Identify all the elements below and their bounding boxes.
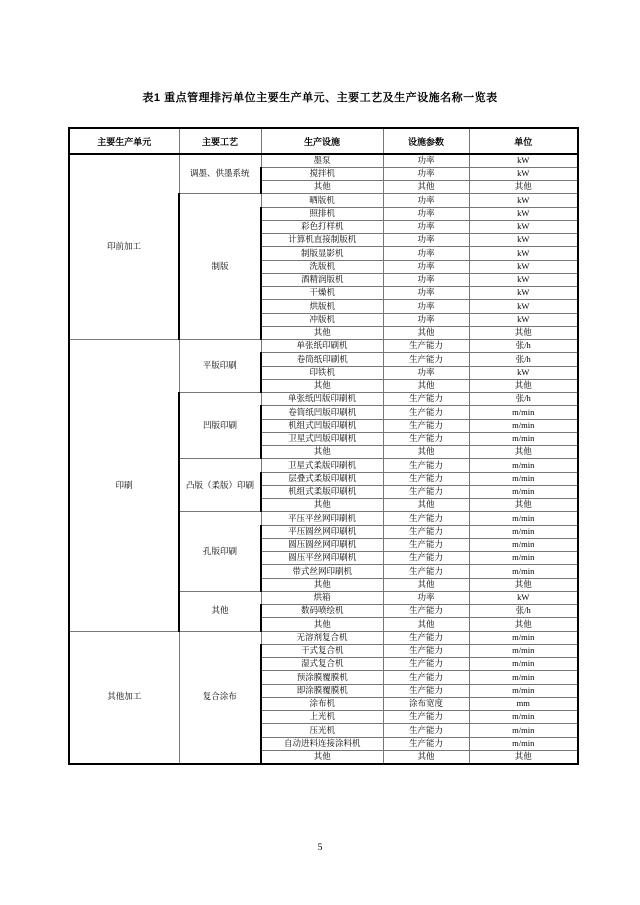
cell-param: 生产能力 <box>383 353 469 366</box>
header-param: 设施参数 <box>383 128 469 154</box>
cell-param: 其他 <box>383 326 469 339</box>
cell-measure: 张/h <box>469 340 578 353</box>
cell-measure: m/min <box>469 737 578 750</box>
cell-param: 生产能力 <box>383 432 469 445</box>
cell-measure: 张/h <box>469 605 578 618</box>
cell-measure: m/min <box>469 711 578 724</box>
cell-facility: 单张纸印刷机 <box>261 340 383 353</box>
cell-facility: 压光机 <box>261 724 383 737</box>
cell-facility: 其他 <box>261 181 383 194</box>
cell-facility: 制版显影机 <box>261 247 383 260</box>
cell-process: 平版印刷 <box>179 340 261 393</box>
cell-process: 复合涂布 <box>179 631 261 764</box>
cell-param: 其他 <box>383 618 469 631</box>
cell-param: 生产能力 <box>383 552 469 565</box>
cell-measure: kW <box>469 313 578 326</box>
cell-param: 功率 <box>383 220 469 233</box>
cell-measure: 其他 <box>469 379 578 392</box>
cell-param: 生产能力 <box>383 512 469 525</box>
cell-measure: 其他 <box>469 499 578 512</box>
cell-param: 生产能力 <box>383 605 469 618</box>
cell-main-unit: 其他加工 <box>69 631 179 764</box>
cell-facility: 上光机 <box>261 711 383 724</box>
cell-measure: 其他 <box>469 618 578 631</box>
cell-measure: 其他 <box>469 578 578 591</box>
cell-facility: 酒精润版机 <box>261 273 383 286</box>
cell-facility: 卷筒纸印刷机 <box>261 353 383 366</box>
cell-facility: 湿式复合机 <box>261 658 383 671</box>
cell-facility: 机组式柔版印刷机 <box>261 485 383 498</box>
header-measure: 单位 <box>469 128 578 154</box>
cell-measure: kW <box>469 167 578 180</box>
cell-main-unit: 印刷 <box>69 340 179 632</box>
cell-measure: kW <box>469 220 578 233</box>
cell-facility: 预涂膜覆膜机 <box>261 671 383 684</box>
cell-param: 生产能力 <box>383 711 469 724</box>
cell-facility: 涂布机 <box>261 697 383 710</box>
cell-process: 凸版（柔版）印刷 <box>179 459 261 512</box>
cell-measure: m/min <box>469 432 578 445</box>
cell-param: 其他 <box>383 578 469 591</box>
cell-measure: 张/h <box>469 353 578 366</box>
cell-measure: m/min <box>469 565 578 578</box>
cell-param: 生产能力 <box>383 419 469 432</box>
cell-facility: 带式丝网印刷机 <box>261 565 383 578</box>
cell-measure: kW <box>469 247 578 260</box>
cell-param: 生产能力 <box>383 684 469 697</box>
cell-param: 生产能力 <box>383 525 469 538</box>
cell-facility: 印铁机 <box>261 366 383 379</box>
cell-facility: 卫星式柔版印刷机 <box>261 459 383 472</box>
cell-param: 功率 <box>383 207 469 220</box>
cell-param: 功率 <box>383 247 469 260</box>
cell-param: 其他 <box>383 750 469 763</box>
cell-param: 功率 <box>383 300 469 313</box>
page-number: 5 <box>317 843 323 853</box>
cell-param: 涂布宽度 <box>383 697 469 710</box>
cell-param: 生产能力 <box>383 459 469 472</box>
cell-facility: 数码喷绘机 <box>261 605 383 618</box>
cell-param: 其他 <box>383 379 469 392</box>
cell-measure: kW <box>469 207 578 220</box>
cell-facility: 无溶剂复合机 <box>261 631 383 644</box>
cell-param: 生产能力 <box>383 737 469 750</box>
table-row <box>69 340 578 353</box>
cell-facility: 烘箱 <box>261 591 383 604</box>
cell-measure: 张/h <box>469 393 578 406</box>
cell-param: 生产能力 <box>383 631 469 644</box>
cell-param: 其他 <box>383 446 469 459</box>
cell-measure: kW <box>469 194 578 207</box>
cell-param: 生产能力 <box>383 658 469 671</box>
cell-facility: 晒版机 <box>261 194 383 207</box>
cell-facility: 其他 <box>261 446 383 459</box>
cell-param: 生产能力 <box>383 724 469 737</box>
cell-measure: m/min <box>469 419 578 432</box>
cell-facility: 平压圆丝网印刷机 <box>261 525 383 538</box>
cell-param: 功率 <box>383 366 469 379</box>
cell-measure: kW <box>469 154 578 167</box>
cell-facility: 其他 <box>261 750 383 763</box>
cell-facility: 墨泵 <box>261 154 383 167</box>
cell-facility: 其他 <box>261 578 383 591</box>
cell-facility: 洗版机 <box>261 260 383 273</box>
cell-measure: m/min <box>469 552 578 565</box>
cell-param: 生产能力 <box>383 485 469 498</box>
cell-facility: 平压平丝网印刷机 <box>261 512 383 525</box>
cell-facility: 层叠式柔版印刷机 <box>261 472 383 485</box>
cell-facility: 卫星式凹版印刷机 <box>261 432 383 445</box>
cell-measure: m/min <box>469 631 578 644</box>
cell-measure: kW <box>469 234 578 247</box>
cell-facility: 搅拌机 <box>261 167 383 180</box>
cell-param: 功率 <box>383 154 469 167</box>
cell-facility: 彩色打样机 <box>261 220 383 233</box>
cell-param: 其他 <box>383 181 469 194</box>
cell-facility: 计算机直接制版机 <box>261 234 383 247</box>
cell-measure: kW <box>469 591 578 604</box>
cell-measure: kW <box>469 260 578 273</box>
cell-param: 功率 <box>383 260 469 273</box>
table-caption: 表1 重点管理排污单位主要生产单元、主要工艺及生产设施名称一览表 <box>142 92 498 104</box>
table-row <box>69 631 578 644</box>
cell-param: 功率 <box>383 194 469 207</box>
cell-measure: 其他 <box>469 326 578 339</box>
cell-measure: m/min <box>469 472 578 485</box>
cell-param: 功率 <box>383 273 469 286</box>
cell-param: 生产能力 <box>383 472 469 485</box>
cell-measure: kW <box>469 273 578 286</box>
cell-facility: 圆压平丝网印刷机 <box>261 552 383 565</box>
cell-measure: 其他 <box>469 750 578 763</box>
cell-main-unit: 印前加工 <box>69 154 179 340</box>
cell-measure: m/min <box>469 525 578 538</box>
header-row <box>69 128 578 154</box>
cell-measure: m/min <box>469 538 578 551</box>
cell-param: 功率 <box>383 287 469 300</box>
cell-measure: m/min <box>469 406 578 419</box>
cell-param: 生产能力 <box>383 393 469 406</box>
cell-facility: 卷筒纸凹版印刷机 <box>261 406 383 419</box>
cell-measure: kW <box>469 366 578 379</box>
cell-param: 生产能力 <box>383 644 469 657</box>
cell-facility: 单张纸凹版印刷机 <box>261 393 383 406</box>
cell-measure: mm <box>469 697 578 710</box>
cell-facility: 照排机 <box>261 207 383 220</box>
cell-measure: m/min <box>469 644 578 657</box>
cell-process: 孔版印刷 <box>179 512 261 592</box>
table-header <box>69 128 578 154</box>
cell-param: 其他 <box>383 499 469 512</box>
cell-facility: 烘版机 <box>261 300 383 313</box>
cell-measure: 其他 <box>469 446 578 459</box>
cell-measure: m/min <box>469 724 578 737</box>
cell-measure: m/min <box>469 459 578 472</box>
cell-process: 调墨、供墨系统 <box>179 154 261 194</box>
cell-facility: 即涂膜覆膜机 <box>261 684 383 697</box>
cell-facility: 圆压圆丝网印刷机 <box>261 538 383 551</box>
cell-facility: 其他 <box>261 379 383 392</box>
cell-param: 生产能力 <box>383 565 469 578</box>
cell-param: 功率 <box>383 167 469 180</box>
cell-facility: 自动进料连接涂料机 <box>261 737 383 750</box>
cell-param: 生产能力 <box>383 340 469 353</box>
cell-measure: kW <box>469 300 578 313</box>
cell-param: 功率 <box>383 234 469 247</box>
cell-facility: 干燥机 <box>261 287 383 300</box>
cell-process: 制版 <box>179 194 261 340</box>
table-body <box>69 154 578 764</box>
cell-facility: 其他 <box>261 499 383 512</box>
header-main-unit: 主要生产单元 <box>69 128 179 154</box>
cell-measure: 其他 <box>469 181 578 194</box>
cell-process: 其他 <box>179 591 261 631</box>
cell-facility: 其他 <box>261 618 383 631</box>
cell-measure: kW <box>469 287 578 300</box>
cell-param: 生产能力 <box>383 538 469 551</box>
cell-facility: 干式复合机 <box>261 644 383 657</box>
cell-param: 生产能力 <box>383 406 469 419</box>
cell-measure: m/min <box>469 512 578 525</box>
cell-param: 功率 <box>383 313 469 326</box>
cell-facility: 冲版机 <box>261 313 383 326</box>
cell-process: 凹版印刷 <box>179 393 261 459</box>
cell-param: 功率 <box>383 591 469 604</box>
header-process: 主要工艺 <box>179 128 261 154</box>
cell-facility: 其他 <box>261 326 383 339</box>
cell-measure: m/min <box>469 485 578 498</box>
cell-measure: m/min <box>469 671 578 684</box>
table-row <box>69 154 578 167</box>
cell-facility: 机组式凹版印刷机 <box>261 419 383 432</box>
cell-measure: m/min <box>469 684 578 697</box>
cell-param: 生产能力 <box>383 671 469 684</box>
cell-measure: m/min <box>469 658 578 671</box>
facility-table <box>68 127 579 765</box>
header-facility: 生产设施 <box>261 128 383 154</box>
